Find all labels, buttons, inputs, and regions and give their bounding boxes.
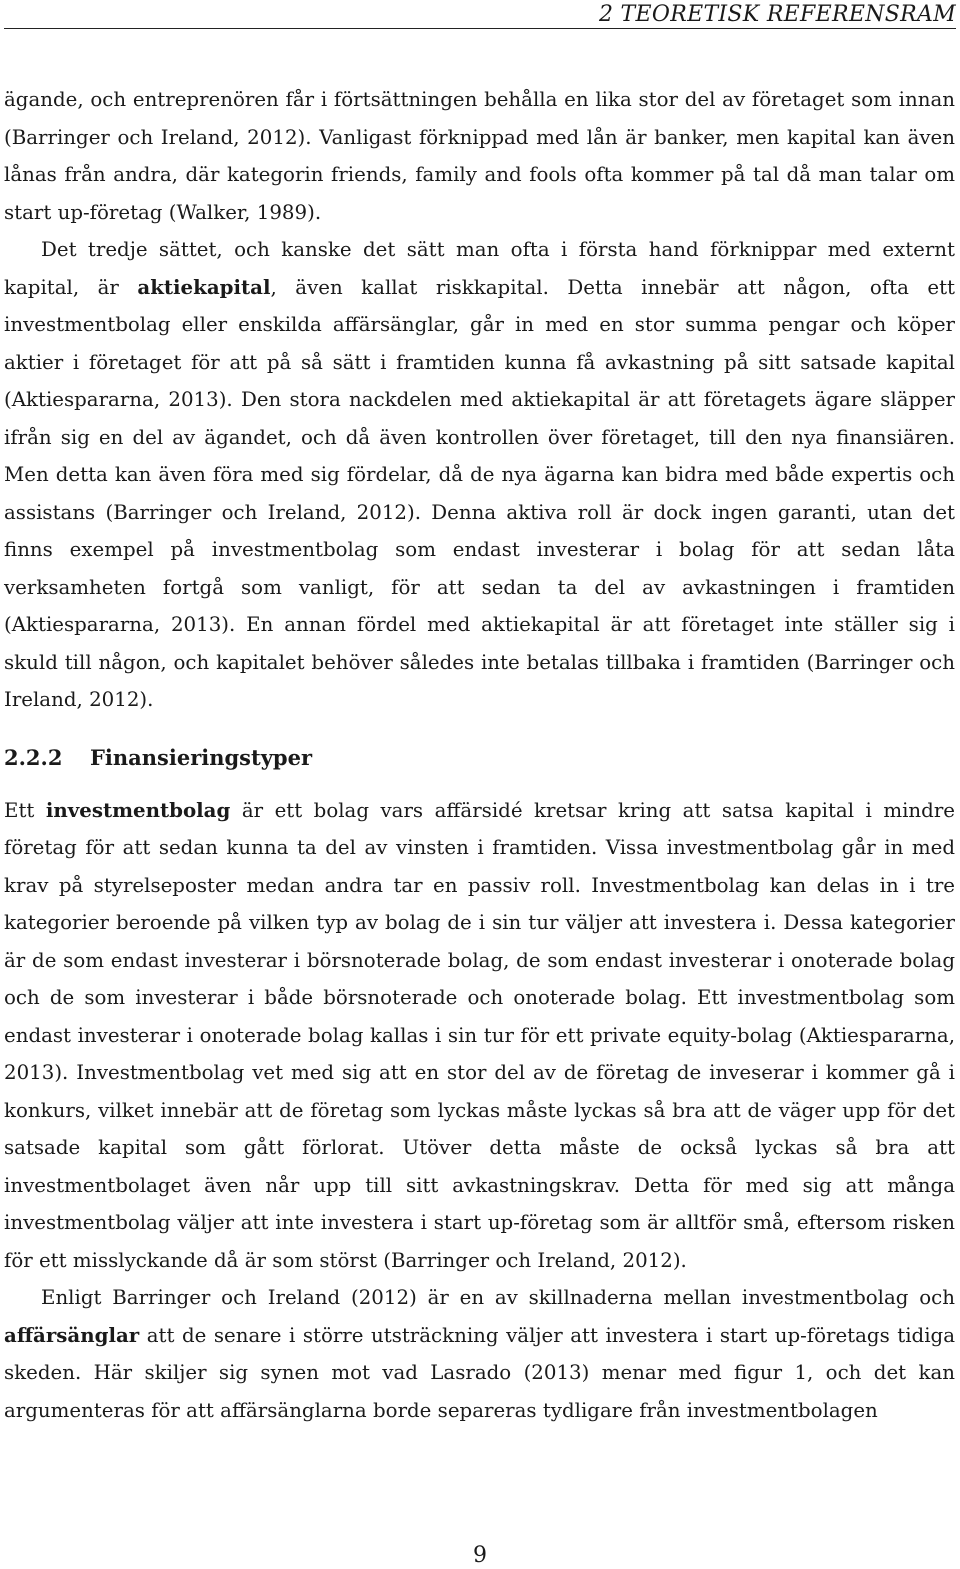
bold-term: affärsänglar — [4, 1322, 140, 1347]
paragraph-text: att de senare i större utsträckning väljer att investera i start up-företags tidiga skeden. Här skiljer sig synen mot vad Lasrado (2013) menar med figur 1, och det kan argumenteras för att affärsänglarna borde separeras tydligare från investmentbolagen — [4, 1323, 955, 1422]
paragraph-text: Enligt Barringer och Ireland (2012) är en av skillnaderna mellan investmentbolag och — [41, 1286, 955, 1309]
section-title: Finansieringstyper — [90, 744, 313, 770]
paragraph-text: Ett — [4, 798, 46, 822]
paragraph-text: ägande, och entreprenören får i förtsättningen behålla en lika stor del av företaget som innan (Barringer och Ireland, 2012). Vanligast förknippad med lån är banker, men kapital kan även lånas från andra, där kategorin friends, family and fools ofta kommer på tal då man talar om start up-företag (Walker, 1989). — [4, 88, 955, 224]
paragraph-aktiekapital — [4, 231, 955, 719]
paragraph-text: Det tredje sättet, och kanske det sätt man ofta i första hand förknippar med externt kapital, är — [4, 238, 955, 299]
paragraph-continuation — [4, 81, 955, 231]
paragraph-affarsanglar — [4, 1279, 955, 1429]
section-heading — [4, 739, 955, 777]
paragraph-text: , även kallat riskkapital. Detta innebär att någon, ofta ett investmentbolag eller enskilda affärsänglar, går in med en stor summa pengar och köper aktier i företaget för att på så sätt i framtiden kunna få avkastning på sitt satsade kapital (Aktiespararna, 2013). Den stora nackdelen med aktiekapital är att företagets ägare släpper ifrån sig en del av ägandet, och då även kontrollen över företaget, till den nya finansiären. Men detta kan även föra med sig fördelar, då de nya ägarna kan bidra med både expertis och assistans (Barringer och Ireland, 2012). Denna aktiva roll är dock ingen garanti, utan det finns exempel på investmentbolag som endast investerar i bolag för att sedan låta verksamheten fortgå som vanligt, för att sedan ta del av avkastningen i framtiden (Aktiespararna, 2013). En annan fördel med aktiekapital är att företaget inte ställer sig i skuld till någon, och kapitalet behöver således inte betalas tillbaka i framtiden (Barringer och Ireland, 2012). — [4, 275, 955, 711]
paragraph-investmentbolag — [4, 792, 955, 1280]
running-header-title: 2 TEORETISK REFERENSRAM — [598, 2, 956, 27]
paragraph-text: är ett bolag vars affärsidé kretsar kring att satsa kapital i mindre företag för att sedan kunna ta del av vinsten i framtiden. Vissa investmentbolag går in med krav på styrelseposter medan andra tar en passiv roll. Investmentbolag kan delas in i tre kategorier beroende på vilken typ av bolag de i sin tur väljer att investera i. Dessa kategorier är de som endast investerar i börsnoterade bolag, de som endast investerar i onoterade bolag och de som investerar i både börsnoterade och onoterade bolag. Ett investmentbolag som endast investerar i onoterade bolag kallas i sin tur för ett private equity-bolag (Aktiespararna, 2013). Investmentbolag vet med sig att en stor del av de företag de inveserar i kommer gå i konkurs, vilket innebär att de företag som lyckas måste lyckas så bra att de väger upp för det satsade kapital som gått förlorat. Utöver detta måste de också lyckas så bra att investmentbolaget även når upp till sitt avkastningskrav. Detta för med sig att många investmentbolag väljer att inte investera i start up-företag som är alltför små, eftersom risken för ett misslyckande då är som störst (Barringer och Ireland, 2012). — [4, 798, 955, 1272]
page-body — [4, 81, 955, 1429]
running-header — [4, 0, 956, 29]
page-number: 9 — [473, 1543, 487, 1568]
bold-term: investmentbolag — [45, 797, 231, 822]
section-number: 2.2.2 — [4, 744, 63, 770]
bold-term: aktiekapital — [137, 274, 271, 299]
